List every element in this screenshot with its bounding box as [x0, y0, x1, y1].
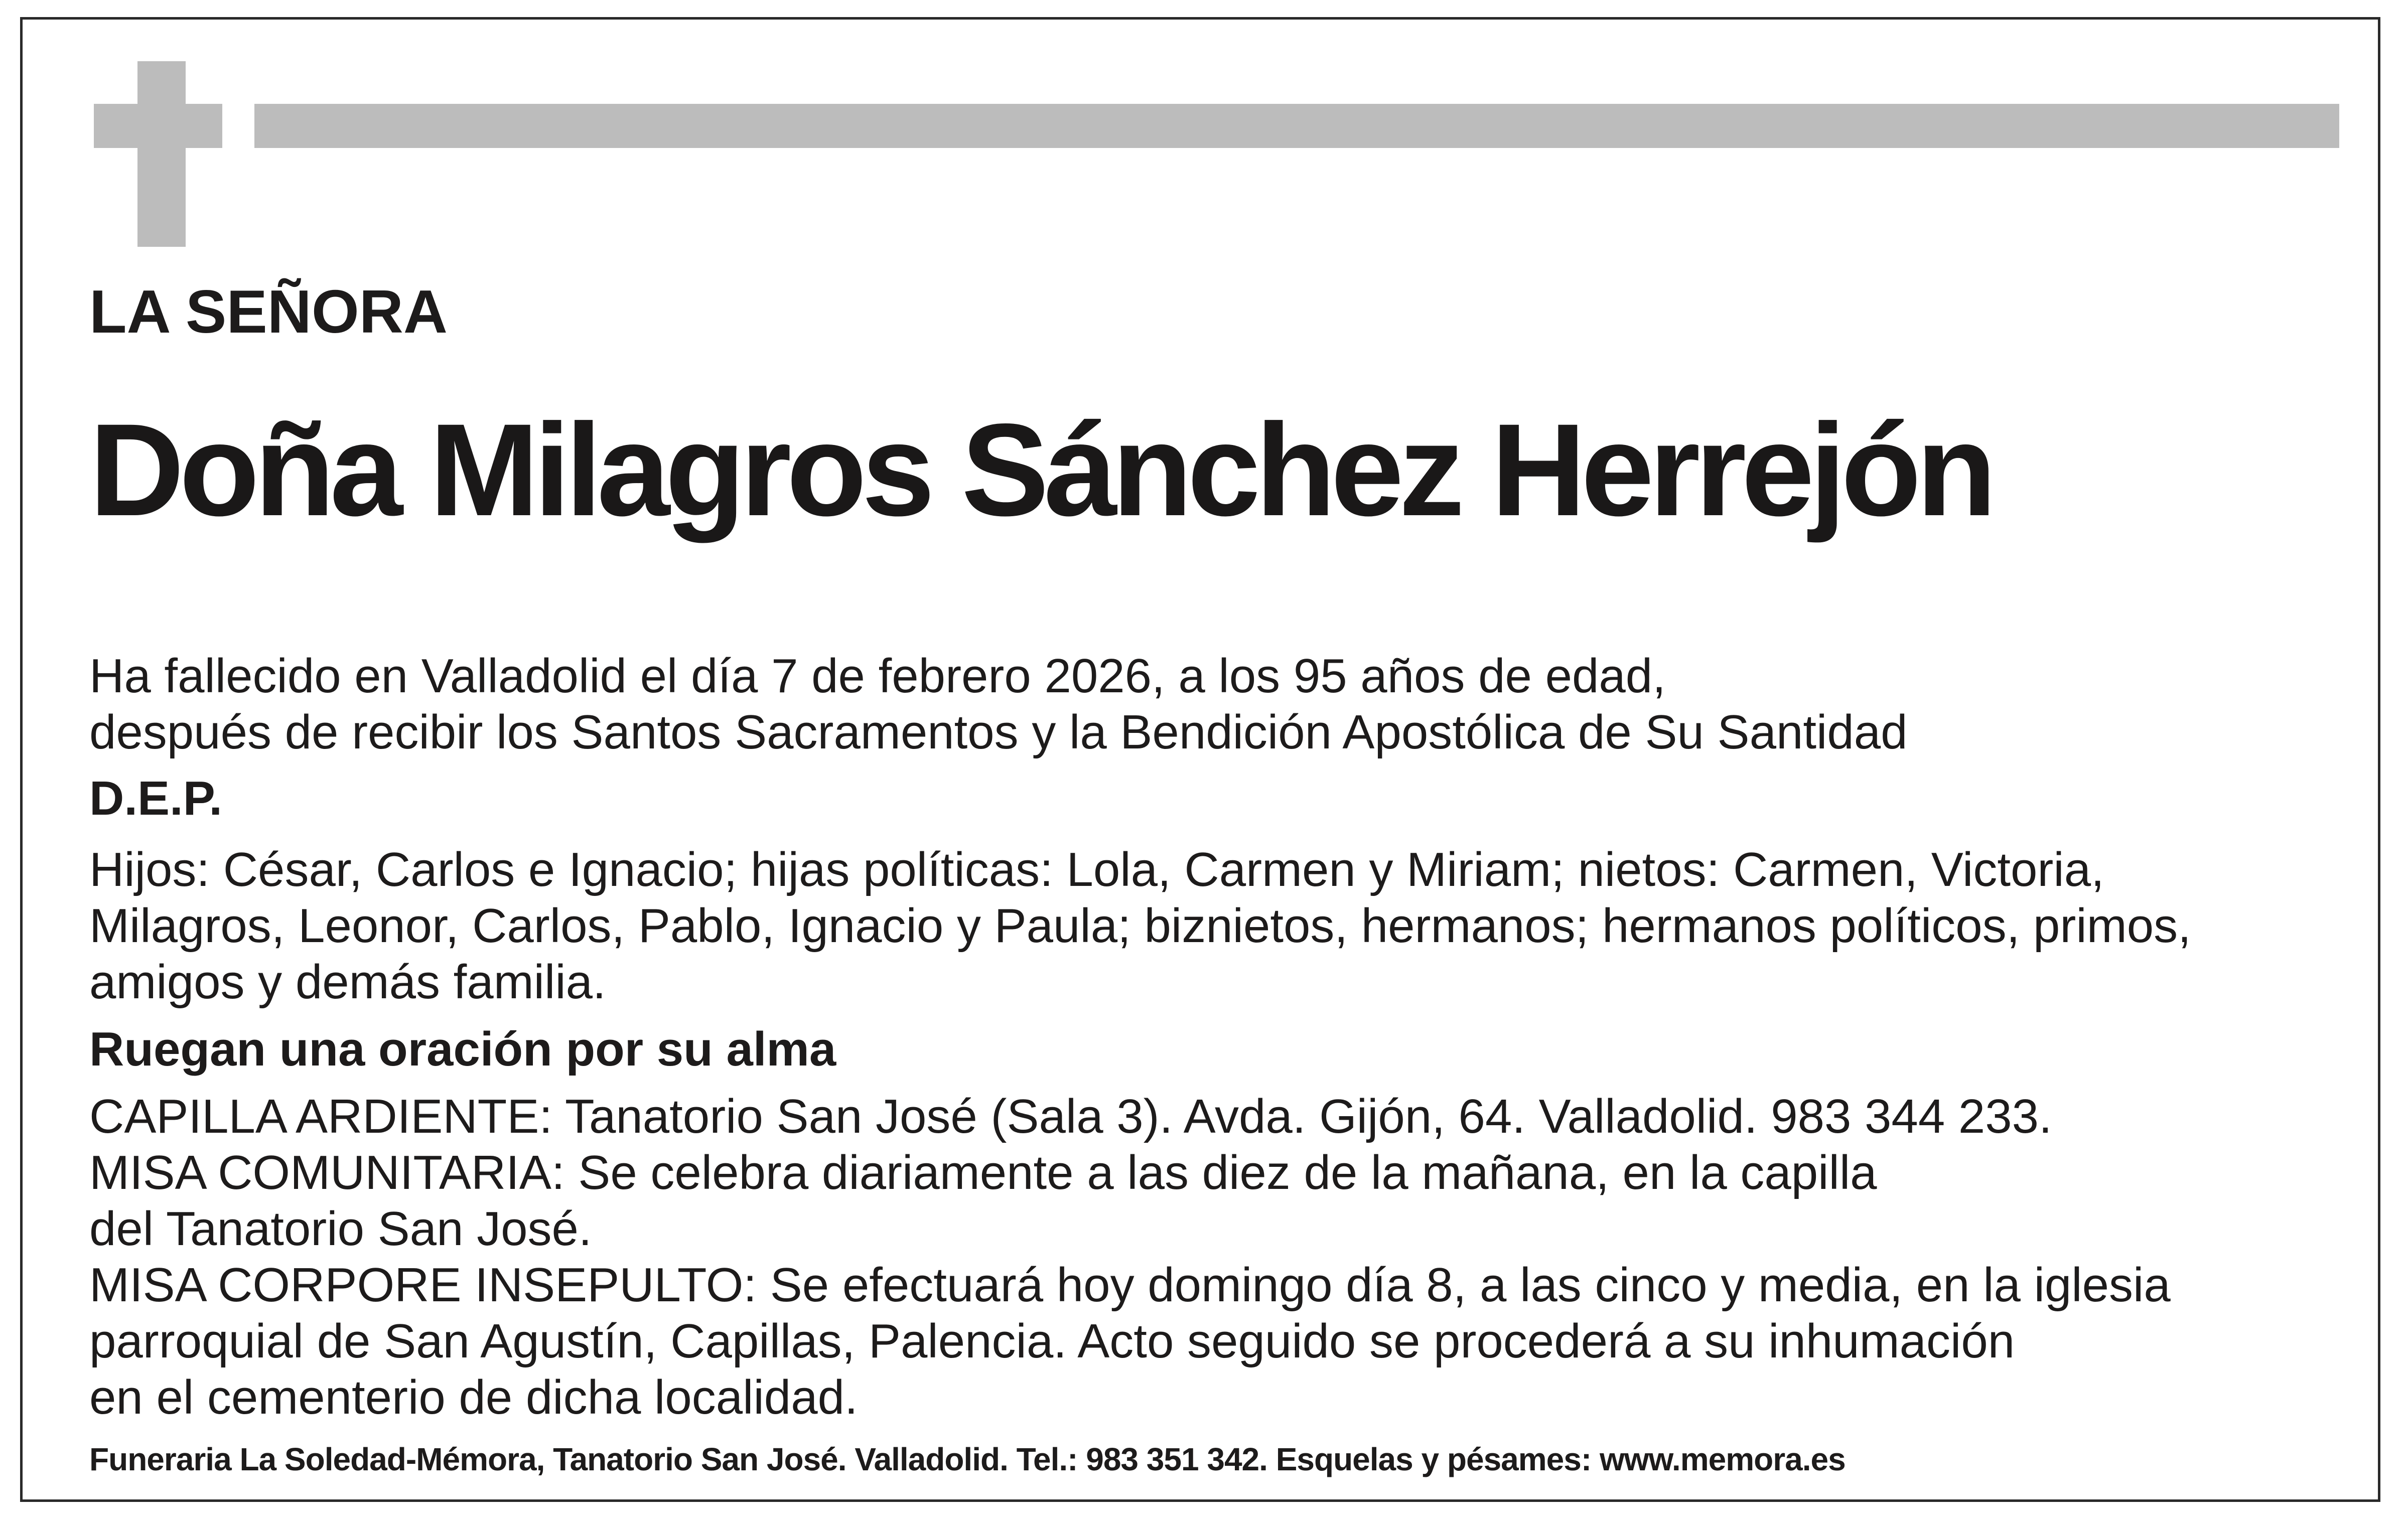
- family-line-2: Milagros, Leonor, Carlos, Pablo, Ignacio y Paula; biznietos, hermanos; hermanos políticos, primos,: [89, 899, 2191, 953]
- header-divider-bar: [254, 104, 2339, 148]
- misa-corpore-line-1: MISA CORPORE INSEPULTO: Se efectuará hoy domingo día 8, a las cinco y media, en la iglesia: [89, 1258, 2171, 1312]
- deceased-name: Doña Milagros Sánchez Herrejón: [89, 396, 1992, 543]
- death-notice-line-1: Ha fallecido en Valladolid el día 7 de febrero 2026, a los 95 años de edad,: [89, 649, 1666, 703]
- cross-icon: [137, 61, 186, 247]
- family-line-1: Hijos: César, Carlos e Ignacio; hijas políticas: Lola, Carmen y Miriam; nietos: Carmen, Victoria,: [89, 843, 2104, 896]
- capilla-ardiente: CAPILLA ARDIENTE: Tanatorio San José (Sala 3). Avda. Gijón, 64. Valladolid. 983 344 233.: [89, 1090, 2052, 1143]
- misa-comunitaria-line-2: del Tanatorio San José.: [89, 1202, 592, 1256]
- misa-comunitaria-line-1: MISA COMUNITARIA: Se celebra diariamente a las diez de la mañana, en la capilla: [89, 1146, 1877, 1199]
- cross-icon-arm: [94, 104, 222, 148]
- honorific-title: LA SEÑORA: [89, 277, 448, 346]
- funeral-home-footer: Funeraria La Soledad-Mémora, Tanatorio San José. Valladolid. Tel.: 983 351 342. Esquelas y pésames: www.memora.es: [89, 1441, 1846, 1477]
- misa-corpore-line-2: parroquial de San Agustín, Capillas, Palencia. Acto seguido se procederá a su inhumación: [89, 1314, 2015, 1368]
- misa-corpore-line-3: en el cementerio de dicha localidad.: [89, 1371, 858, 1424]
- family-line-3: amigos y demás familia.: [89, 955, 606, 1009]
- prayer-request: Ruegan una oración por su alma: [89, 1022, 836, 1076]
- death-notice-line-2: después de recibir los Santos Sacramentos y la Bendición Apostólica de Su Santidad: [89, 705, 1908, 759]
- dep-label: D.E.P.: [89, 772, 223, 825]
